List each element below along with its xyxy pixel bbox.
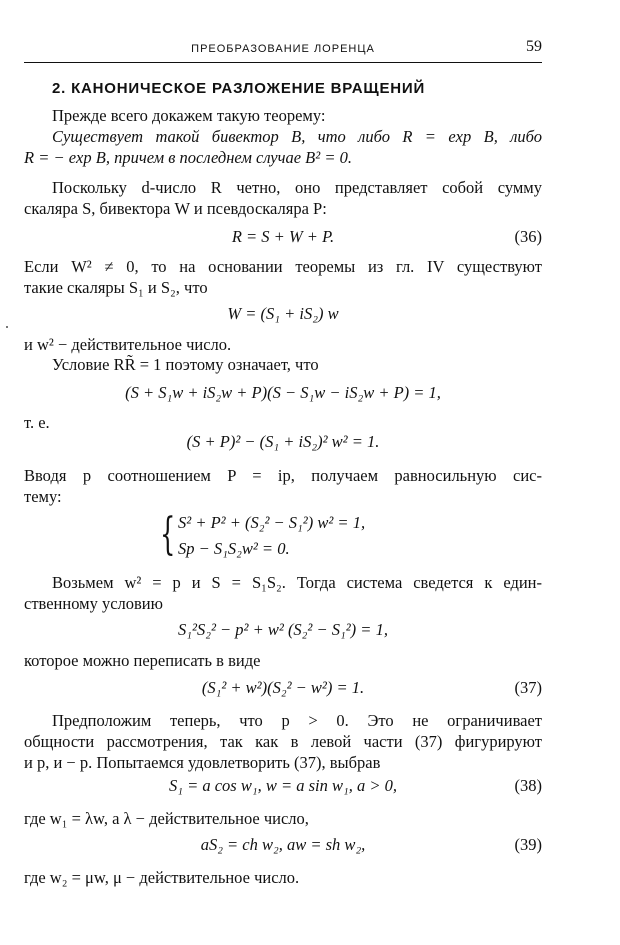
paragraph-line: и p, и − p. Попытаемся удовлетворить (37), выбрав (24, 753, 381, 772)
theorem-line: R = − exp B, причем в последнем случае B² = 0. (24, 148, 352, 167)
paragraph-line: Прежде всего докажем такую теорему: (52, 106, 326, 125)
system-brace: { (160, 509, 176, 560)
section-heading: 2. КАНОНИЧЕСКОЕ РАЗЛОЖЕНИЕ ВРАЩЕНИЙ (52, 80, 426, 97)
equation-te (24, 432, 542, 452)
equation-body: (S + S₁w + iS₂w + P)(S − S₁w − iS₂w + P) = 1, (125, 383, 441, 402)
paragraph-line: общности рассмотрения, так как в левой части (37) фигурируют (24, 732, 542, 751)
equation-39 (24, 835, 542, 855)
equation-number: (38) (514, 776, 542, 795)
equation-number: (37) (514, 678, 542, 697)
equation-body: aS₂ = ch w₂, aw = sh w₂, (200, 835, 366, 854)
page-number: 59 (526, 38, 542, 55)
paragraph-line: Вводя p соотношением P = ip, получаем равносильную сис- (24, 466, 542, 485)
scan-speck (6, 326, 8, 328)
paragraph-line: ственному условию (24, 594, 163, 613)
running-head-title: ПРЕОБРАЗОВАНИЕ ЛОРЕНЦА (191, 43, 375, 55)
paragraph-line: Поскольку d-число R четно, оно представляет собой сумму (52, 178, 542, 197)
paragraph-line: которое можно переписать в виде (24, 651, 261, 670)
equation-38 (24, 776, 542, 796)
system-line: Sp − S₁S₂w² = 0. (178, 539, 290, 558)
paragraph-line: и w² − действительное число. (24, 335, 232, 354)
equation-body: W = (S₁ + iS₂) w (227, 304, 339, 323)
theorem-line: Существует такой бивектор B, что либо R = exp B, либо (52, 127, 542, 146)
paragraph-line: Если W² ≠ 0, то на основании теоремы из гл. IV существуют (24, 257, 542, 276)
paragraph-line: Условие RR̃ = 1 поэтому означает, что (52, 355, 319, 374)
header-rule (24, 62, 542, 63)
paragraph-line: где w₂ = μw, μ − действительное число. (24, 868, 300, 887)
equation-body: (S₁² + w²)(S₂² − w²) = 1. (201, 678, 365, 697)
running-head (24, 40, 542, 60)
paragraph-line: тему: (24, 487, 62, 506)
equation-number: (39) (514, 835, 542, 854)
paragraph-line: где w₁ = λw, а λ − действительное число, (24, 809, 309, 828)
equation-single-condition (24, 620, 542, 640)
paragraph-line: скаляра S, бивектора W и псевдоскаляра P: (24, 199, 327, 218)
equation-body: S₁ = a cos w₁, w = a sin w₁, a > 0, (168, 776, 397, 795)
equation-37 (24, 678, 542, 698)
equation-body: R = S + W + P. (231, 227, 335, 246)
equation-body: S₁²S₂² − p² + w² (S₂² − S₁²) = 1, (178, 620, 388, 639)
equation-w (24, 304, 542, 324)
equation-number: (36) (514, 227, 542, 246)
paragraph-line: Предположим теперь, что p > 0. Это не ограничивает (52, 711, 542, 730)
system-line: S² + P² + (S₂² − S₁²) w² = 1, (178, 513, 366, 532)
equation-condition (24, 383, 542, 403)
equation-body: (S + P)² − (S₁ + iS₂)² w² = 1. (186, 432, 380, 451)
paragraph-line: такие скаляры S₁ и S₂, что (24, 278, 208, 297)
paragraph-line: т. е. (24, 413, 50, 432)
paragraph-line: Возьмем w² = p и S = S₁S₂. Тогда система сведется к един- (52, 573, 542, 592)
equation-36 (24, 227, 542, 247)
